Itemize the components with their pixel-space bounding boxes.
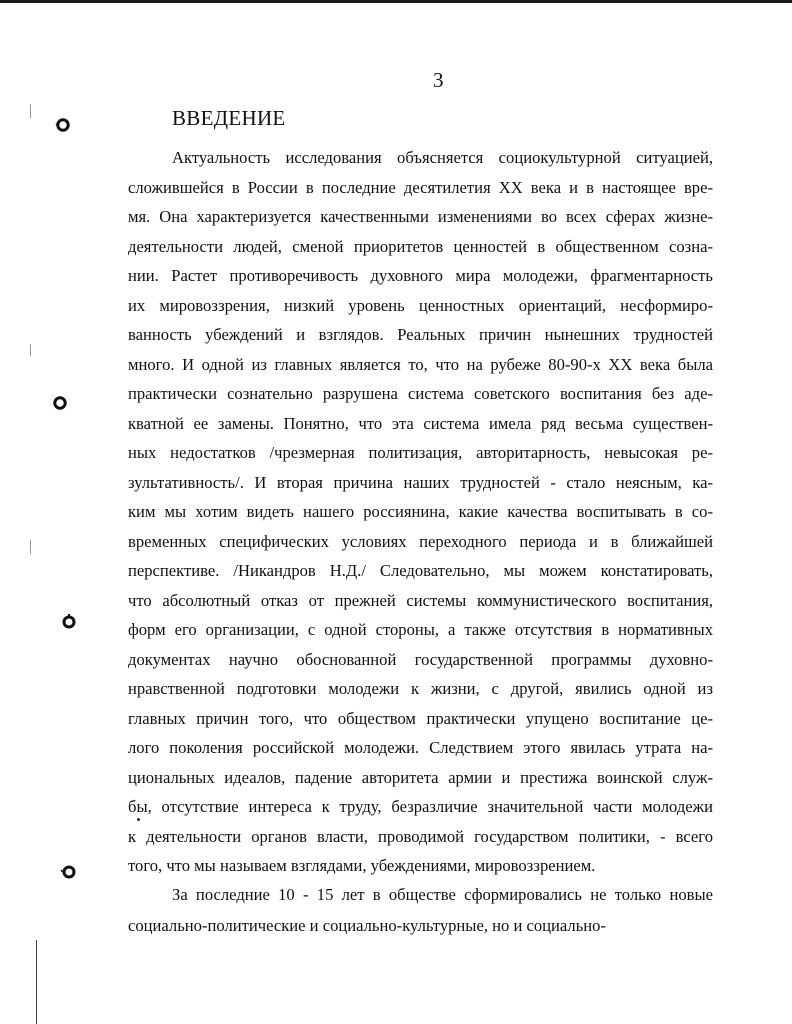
text-line: циональных идеалов, падение авторитета армии и престижа воинской служ- bbox=[128, 768, 713, 787]
text-line: главных причин того, что обществом практически упущено воспитание це- bbox=[128, 709, 713, 728]
text-line: временных специфических условиях переходного периода и в ближайшей bbox=[128, 532, 713, 551]
text-line: документах научно обоснованной государственной программы духовно- bbox=[128, 650, 713, 669]
text-line: бы, отсутствие интереса к труду, безразличие значительной части молодежи bbox=[128, 797, 713, 816]
margin-tick bbox=[30, 104, 31, 118]
text-line: Актуальность исследования объясняется социокультурной ситуацией, bbox=[172, 148, 713, 167]
text-line: деятельности людей, сменой приоритетов ценностей в общественном созна- bbox=[128, 237, 713, 256]
text-line: к деятельности органов власти, проводимой государством политики, - всего bbox=[128, 827, 713, 846]
text-line: того, что мы называем взглядами, убеждениями, мировоззрением. bbox=[128, 856, 596, 875]
top-border-line bbox=[0, 0, 792, 3]
text-line: что абсолютный отказ от прежней системы коммунистического воспитания, bbox=[128, 591, 713, 610]
text-line: их мировоззрения, низкий уровень ценностных ориентаций, несформиро- bbox=[128, 296, 713, 315]
text-line: ных недостатков /чрезмерная политизация, авторитарность, невысокая ре- bbox=[128, 443, 713, 462]
left-margin-line bbox=[36, 940, 37, 1024]
page-number: 3 bbox=[433, 68, 444, 92]
text-line: много. И одной из главных является то, что на рубеже 80-90-х XX века была bbox=[128, 355, 713, 374]
text-line: форм его организации, с одной стороны, а также отсутствия в нормативных bbox=[128, 620, 713, 639]
text-line: мя. Она характеризуется качественными изменениями во всех сферах жизне- bbox=[128, 207, 713, 226]
text-line: За последние 10 - 15 лет в обществе сформировались не только новые bbox=[172, 885, 713, 904]
text-line: зультативность/. И вторая причина наших трудностей - стало неясным, ка- bbox=[128, 473, 713, 492]
text-line: ванность убеждений и взглядов. Реальных причин нынешних трудностей bbox=[128, 325, 713, 344]
text-line: сложившейся в России в последние десятилетия XX века и в настоящее вре- bbox=[128, 178, 713, 197]
text-line: практически сознательно разрушена система советского воспитания без аде- bbox=[128, 384, 713, 403]
text-line: перспективе. /Никандров Н.Д./ Следовательно, мы можем констатировать, bbox=[128, 561, 713, 580]
text-line: лого поколения российской молодежи. Следствием этого явилась утрата на- bbox=[128, 738, 713, 757]
binder-hole-icon bbox=[55, 117, 71, 133]
text-line: нии. Растет противоречивость духовного мира молодежи, фрагментарность bbox=[128, 266, 713, 285]
text-line: социально-политические и социально-культурные, но и социально- bbox=[128, 916, 606, 935]
text-line: ким мы хотим видеть нашего россиянина, какие качества воспитывать в со- bbox=[128, 502, 713, 521]
section-heading: ВВЕДЕНИЕ bbox=[172, 106, 286, 130]
text-line: кватной ее замены. Понятно, что эта система имела ряд весьма существен- bbox=[128, 414, 713, 433]
stray-dot bbox=[137, 818, 140, 821]
text-line: нравственной подготовки молодежи к жизни, с другой, явились одной из bbox=[128, 679, 713, 698]
